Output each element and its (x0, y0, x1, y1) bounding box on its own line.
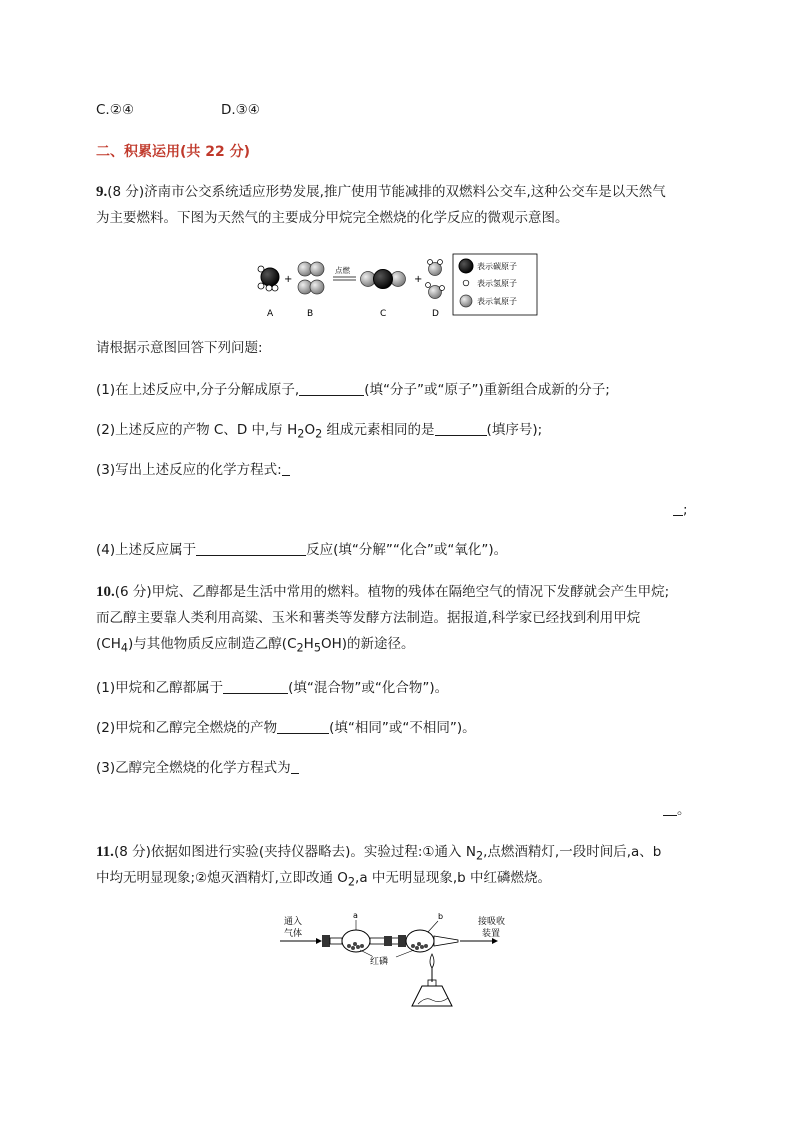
q9-part4: (4)上述反应属于 反应(填“分解”“化合”或“氧化”)。 (96, 542, 508, 558)
molecule-b-oxygen (298, 262, 324, 294)
q10-part1: (1)甲烷和乙醇都属于 (填“混合物”或“化合物”)。 (96, 680, 449, 696)
q10-part2: (2)甲烷和乙醇完全燃烧的产物 (填“相同”或“不相同”)。 (96, 720, 476, 736)
experiment-apparatus-diagram (278, 910, 538, 1020)
answer-blank[interactable] (663, 801, 677, 816)
q10-line3: $(CH_4)$与其他物质反应制造乙醇$(C_2H_5OH)$的新途径。 (96, 636, 415, 655)
q9-part1: (1)在上述反应中,分子分解成原子, (填“分子”或“原子”)重新组合成新的分子; (96, 382, 610, 398)
outlet-label-1: 接吸收 (478, 917, 506, 927)
label-d: D (432, 309, 439, 319)
answer-blank[interactable] (196, 541, 306, 556)
tube-b-label: b (438, 912, 444, 921)
methane-combustion-diagram (250, 252, 540, 322)
section-title: 二、积累运用(共 22 分) (96, 144, 251, 160)
molecule-c-co2 (361, 270, 406, 289)
q11-number: 11. (96, 844, 114, 860)
q9-line1 (96, 182, 666, 202)
q10-line1: 10.(6 分)甲烷、乙醇都是生活中常用的燃料。植物的残体在隔绝空气的情况下发酵就会产生甲烷; (96, 584, 670, 600)
q9-number: 9. (96, 184, 108, 200)
legend-carbon: 表示碳原子 (477, 262, 517, 271)
phosphorus-label: 红磷 (370, 957, 389, 967)
q10-part3-end: 。 (663, 800, 691, 820)
q9-line2: 为主要燃料。下图为天然气的主要成分甲烷完全燃烧的化学反应的微观示意图。 (96, 210, 569, 226)
reaction-arrow (333, 265, 356, 280)
outlet-label-2: 装置 (482, 929, 501, 939)
q11-line2: 中均无明显现象;②熄灭酒精灯,立即改通 $O_2,a$ 中无明显现象,b 中红磷燃烧。 (96, 870, 552, 889)
q9-text1: (8 分)济南市公交系统适应形势发展,推广使用节能减排的双燃料公交车,这种公交车是以天然气 (107, 184, 666, 200)
option-d: D.③④ (221, 102, 260, 118)
q10-part3: (3)乙醇完全燃烧的化学方程式为 (96, 758, 299, 778)
answer-blank[interactable] (282, 461, 290, 476)
label-a: A (267, 309, 274, 319)
svg-text:+: + (414, 274, 423, 285)
q9-prompt: 请根据示意图回答下列问题: (96, 340, 263, 356)
q9-part2: (2)上述反应的产物 C、D 中,与 $H_2O_2$ 组成元素相同的是 (填序号); (96, 422, 543, 441)
alcohol-lamp-icon (412, 954, 452, 1006)
inlet-label-2: 气体 (284, 929, 303, 939)
option-row (96, 100, 260, 120)
q9-part3-end: ; (673, 500, 688, 520)
molecule-a-methane (258, 266, 279, 291)
answer-blank[interactable] (435, 421, 487, 436)
legend-oxygen: 表示氧原子 (477, 297, 517, 306)
answer-blank[interactable] (299, 381, 364, 396)
diagram-legend (453, 254, 537, 315)
tube-a-label: a (353, 911, 358, 920)
svg-text:+: + (284, 274, 293, 285)
label-c: C (380, 309, 387, 319)
q11-line1: 11.(8 分)依据如图进行实验(夹持仪器略去)。实验过程:①通入 $N_2$,点燃酒精灯,一段时间后,a、b (96, 844, 662, 863)
legend-hydrogen: 表示氢原子 (477, 279, 517, 288)
answer-blank[interactable] (291, 759, 299, 774)
answer-blank[interactable] (223, 679, 288, 694)
answer-blank[interactable] (277, 719, 329, 734)
answer-blank[interactable] (673, 501, 683, 516)
q9-part3: (3)写出上述反应的化学方程式: (96, 460, 290, 480)
molecule-d-water (426, 260, 445, 299)
arrow-text: 点燃 (335, 266, 350, 275)
option-c: C.②④ (96, 102, 134, 118)
q10-line2: 而乙醇主要靠人类利用高粱、玉米和薯类等发酵方法制造。据报道,科学家已经找到利用甲烷 (96, 610, 641, 626)
inlet-label-1: 通入 (284, 917, 303, 927)
label-b: B (307, 309, 314, 319)
q10-number: 10. (96, 584, 115, 600)
